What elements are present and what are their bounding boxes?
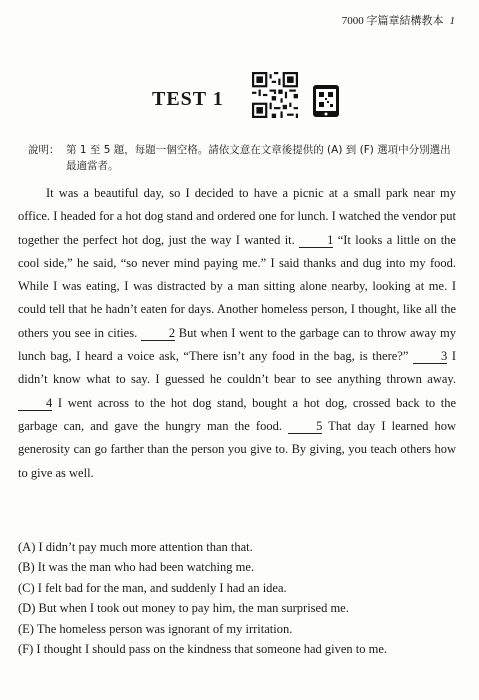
option-f: (F) I thought I should pass on the kindness that someone had given to me. (18, 642, 388, 657)
passage-text: But when I went to the garbage can to throw away my lunch bag, I heard a voice ask, “There isn’t any food in the bag, is there?” (18, 325, 456, 364)
blank-2: 2 (141, 326, 175, 341)
option-c: (C) I felt bad for the man, and suddenly I had an idea. (18, 580, 287, 595)
instructions-label: 說明： (28, 144, 60, 156)
test-title: TEST 1 (152, 88, 224, 110)
blank-1: 1 (299, 233, 333, 248)
passage-text: “It looks a little on the cool side,” he said, “so never mind paying me.” I said thanks and dug into my food. While I was eating, I was distracted by a man sitting alone nearby, looking at me. I could tell that he hadn’t eaten for days. Another homeless person, I thought, like all the others you see in cities. (18, 232, 456, 340)
instructions-text: 第 1 至 5 題，每題一個空格。請依文意在文章後提供的 (A) 到 (F) 選項中分別選出最適當者。 (66, 144, 451, 172)
blank-4: 4 (18, 396, 52, 411)
passage-text: That day I learned how generosity can go farther than the person you give to. By giving, you teach others how to give as well. (18, 418, 456, 480)
option-a: (A) I didn’t pay much more attention than that. (18, 540, 253, 554)
qr-code-icon[interactable] (252, 72, 298, 118)
phone-scan-icon (312, 84, 340, 118)
passage-text: I didn’t know what to say. I guessed he couldn’t bear to see anything thrown away. (18, 349, 456, 387)
blank-3: 3 (413, 349, 447, 364)
passage-text: It was a beautiful day, so I decided to have a picnic at a small park near my office. I headed for a hot dog stand and ordered one for lunch. I watched the vendor put together the perfect hot dog, just the way I wanted it. (18, 186, 456, 247)
option-b: (B) It was the man who had been watching me. (18, 560, 255, 575)
answer-options (18, 537, 458, 659)
instructions (28, 142, 453, 174)
option-d: (D) But when I took out money to pay him, the man surprised me. (18, 601, 349, 616)
page-header (342, 12, 455, 28)
passage-paragraph (18, 182, 456, 485)
passage (18, 182, 456, 485)
page-number: 1 (449, 15, 455, 27)
option-e: (E) The homeless person was ignorant of my irritation. (18, 621, 293, 636)
book-title: 7000 字篇章結構教本 (341, 15, 444, 27)
passage-text: I went across to the hot dog stand, bought a hot dog, crossed back to the garbage can, and gave the hungry man the food. (18, 395, 456, 433)
blank-5: 5 (288, 419, 322, 434)
